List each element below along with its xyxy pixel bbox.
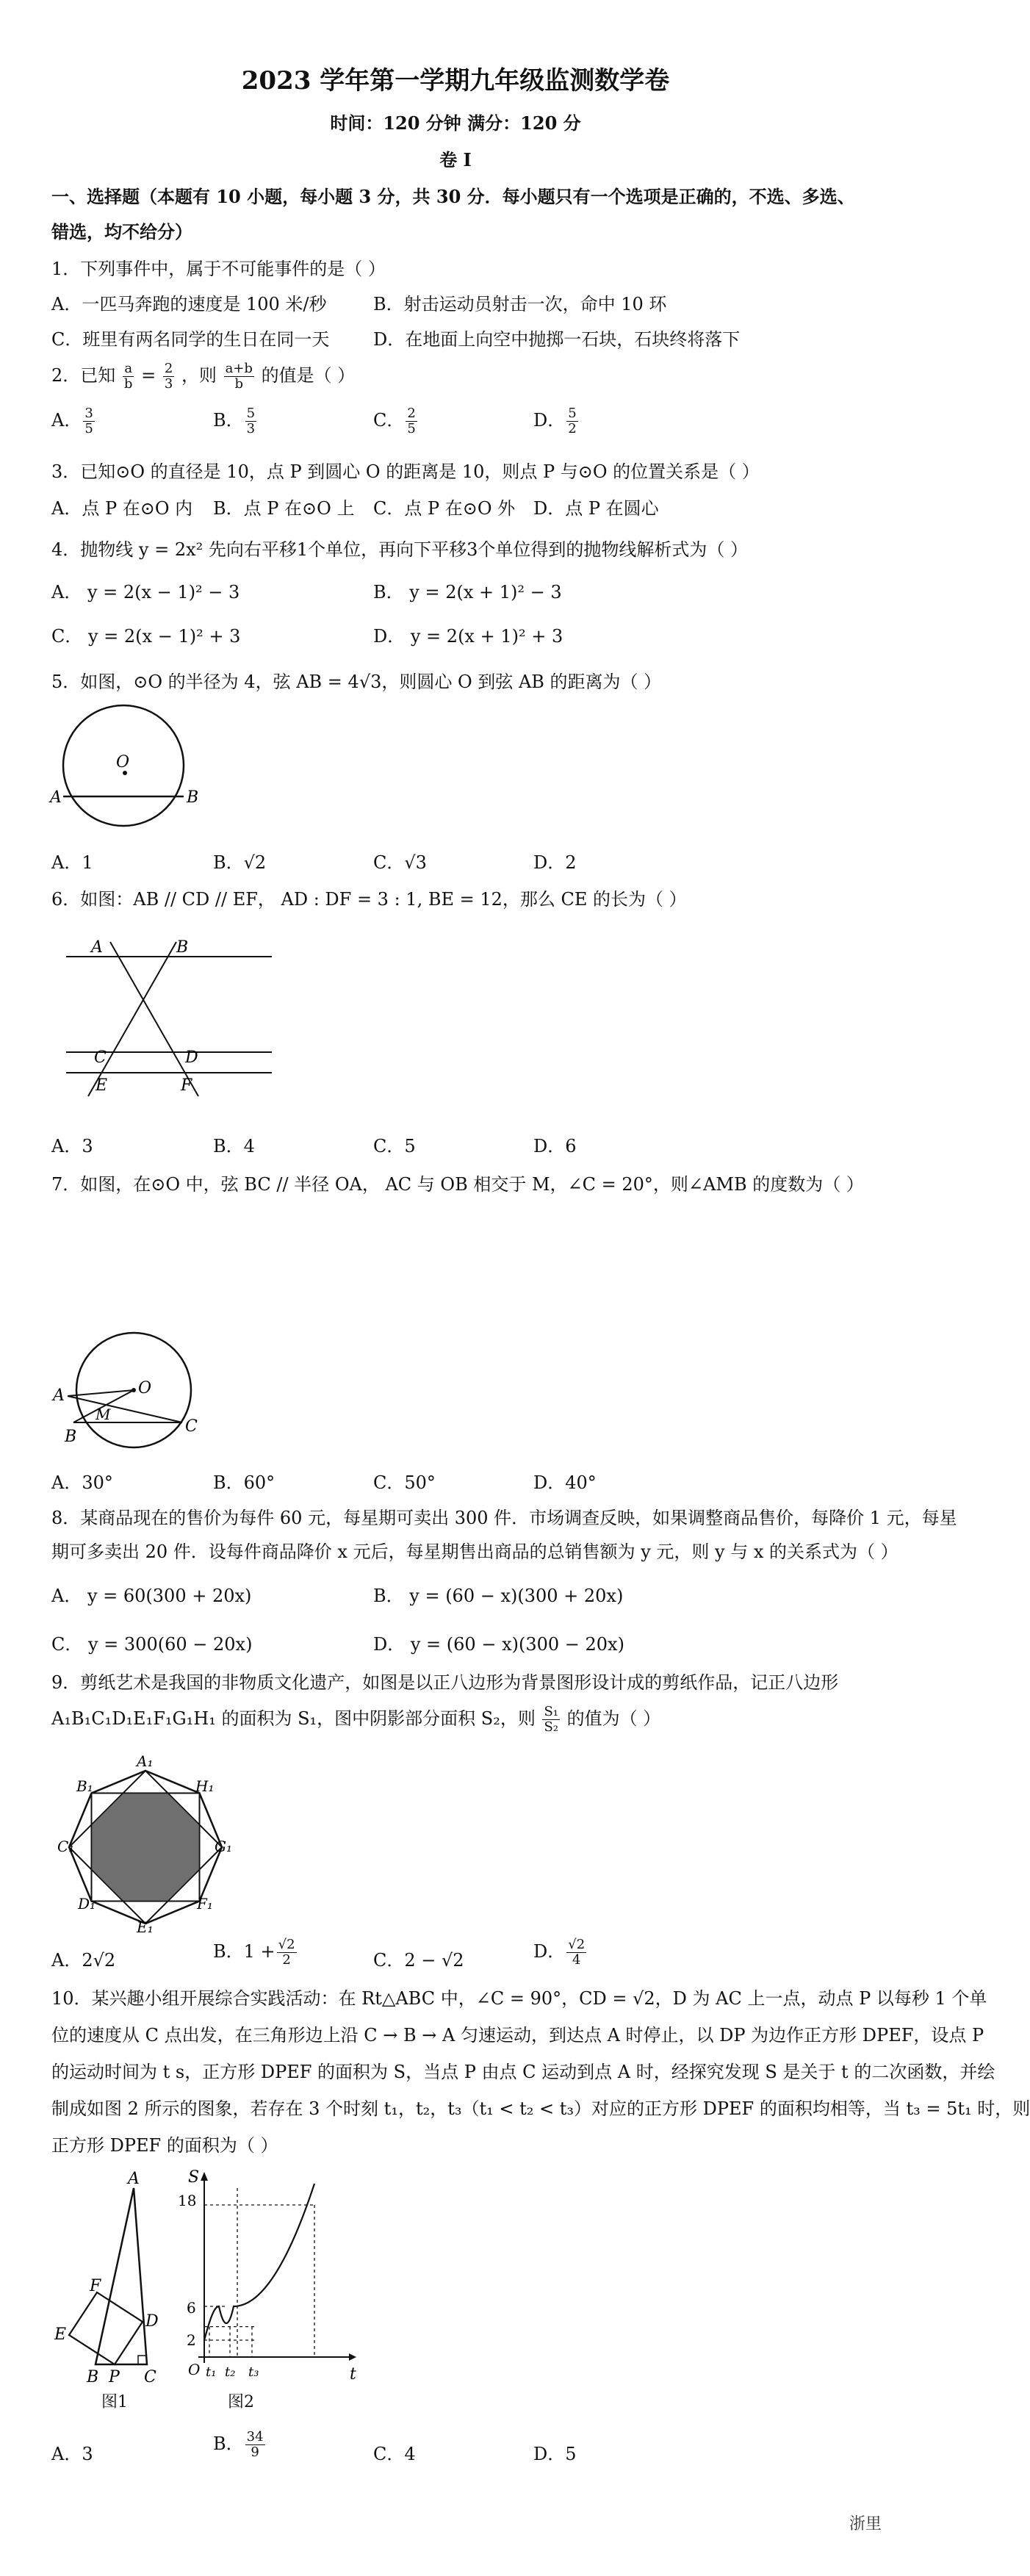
q10-t-axis-arrow [349, 2353, 356, 2361]
q3-option-d: D．点 P 在圆心 [533, 498, 659, 519]
q2-frac-ab [123, 361, 134, 392]
q6-label-e: E [96, 1076, 108, 1095]
q3-option-a: A．点 P 在⊙O 内 [51, 498, 193, 519]
q1-option-b: B．射击运动员射击一次，命中 10 环 [373, 294, 667, 314]
q2-stem-c: 的值是（ ） [261, 365, 356, 386]
q7-label-o: O [138, 1379, 152, 1397]
q2-d-num: 5 [568, 406, 577, 421]
q9-stem-line1: 9．剪纸艺术是我国的非物质文化遗产，如图是以正八边形为背景图形设计成的剪纸作品，记正八边形 [51, 1672, 839, 1693]
q9-option-c: C．2 − √2 [373, 1950, 464, 1971]
q6-label-a: A [91, 938, 103, 957]
q10-fig1-label-a: A [128, 2170, 140, 2188]
q10-stem-line3: 的运动时间为 t s，正方形 DPEF 的面积为 S，当点 P 由点 C 运动到点 A 时，经探究发现 S 是关于 t 的二次函数，并绘 [51, 2062, 995, 2082]
q7-figure [51, 1330, 228, 1462]
q2-stem [51, 359, 867, 392]
q5-figure [51, 707, 206, 832]
q9-stem-2a: A₁B₁C₁D₁E₁F₁G₁H₁ 的面积为 S₁，图中阴影部分面积 S₂，则 [51, 1708, 536, 1729]
q6-option-b: B．4 [213, 1136, 255, 1156]
q5-label-b: B [187, 788, 199, 807]
q7-option-a: A．30° [51, 1472, 113, 1493]
q5-label-a: A [50, 788, 62, 807]
q6-stem: 6．如图：AB // CD // EF， AD : DF = 3 : 1, BE = 12，那么 CE 的长为（ ） [51, 889, 687, 910]
q6-figure [59, 926, 279, 1109]
q4-option-c: C． y = 2(x − 1)² + 3 [51, 626, 241, 647]
q9-label-d1: D₁ [78, 1895, 96, 1913]
q6-label-f: F [181, 1076, 192, 1095]
q10-option-c: C．4 [373, 2444, 416, 2464]
volume-label: 卷 I [439, 149, 472, 170]
q2-stem-a: 2．已知 [51, 365, 116, 386]
q2-frac-ab-num: a [123, 361, 134, 377]
q10-square-dpef [69, 2292, 143, 2364]
q10-graph-curve [204, 2184, 314, 2340]
q6-option-a: A．3 [51, 1136, 93, 1156]
q9-label-a1: A₁ [137, 1752, 154, 1770]
q2-option-b [213, 406, 258, 436]
section-heading-cont: 错选，均不给分） [51, 221, 192, 242]
q2-frac-23-den: 3 [164, 376, 173, 392]
q9-option-b [213, 1937, 298, 1968]
q5-stem: 5．如图，⊙O 的半径为 4，弦 AB = 4√3，则圆心 O 到弦 AB 的距离为（ ） [51, 672, 662, 692]
q2-frac-apb-num: a+b [225, 361, 253, 376]
q10-fig1-label-d: D [145, 2312, 159, 2331]
q4-option-a: A． y = 2(x − 1)² − 3 [51, 582, 240, 602]
q10-fig1-label-b: B [87, 2368, 99, 2386]
q2-b-num: 5 [246, 406, 256, 421]
q3-stem: 3．已知⊙O 的直径是 10，点 P 到圆心 O 的距离是 10，则点 P 与⊙O 的位置关系是（ ） [51, 461, 760, 482]
q7-option-d: D．40° [533, 1472, 597, 1493]
q9-stem-line2 [51, 1702, 867, 1735]
q3-option-b: B．点 P 在⊙O 上 [213, 498, 355, 519]
q2-frac-apb [224, 361, 254, 392]
q9-label-e1: E₁ [137, 1918, 154, 1936]
q10-b-label: B． [213, 2433, 244, 2454]
q10-fig2-label-s: S [188, 2168, 200, 2187]
q10-fig2-tick-t2: t₂ [225, 2364, 236, 2380]
q9-b-label: B．1 + [213, 1941, 275, 1962]
q8-stem-line1: 8．某商品现在的售价为每件 60 元，每星期可卖出 300 件．市场调查反映，如果调整商品售价，每降价 1 元，每星 [51, 1508, 957, 1528]
q9-label-c1: C₁ [57, 1838, 75, 1855]
q9-frac-s1s2 [542, 1705, 560, 1735]
q7-center-dot [132, 1388, 136, 1392]
q10-fig2-tick-6: 6 [187, 2299, 196, 2317]
q9-b-den: 2 [282, 1952, 291, 1968]
q9-d-den: 4 [572, 1952, 581, 1968]
q9-frac-num: S₁ [544, 1704, 559, 1719]
section-heading: 一、选择题（本题有 10 小题，每小题 3 分，共 30 分．每小题只有一个选项是正确的，不选、多选、 [51, 186, 855, 207]
q10-fig2-tick-18: 18 [178, 2192, 197, 2209]
q6-label-b: B [176, 938, 189, 957]
q2-stem-b: ，则 [181, 365, 217, 386]
q10-figure-2 [178, 2166, 360, 2386]
q5-option-d: D．2 [533, 852, 577, 873]
q10-stem-line1: 10．某兴趣小组开展综合实践活动：在 Rt△ABC 中，∠C = 90°，CD = √2，D 为 AC 上一点，动点 P 以每秒 1 个单 [51, 1988, 987, 2009]
q10-figure-2-caption: 图2 [228, 2393, 254, 2411]
q2-option-a [51, 406, 96, 436]
q2-d-label: D． [533, 410, 566, 431]
q1-option-a: A．一匹马奔跑的速度是 100 米/秒 [51, 294, 327, 314]
q1-option-c: C．班里有两名同学的生日在同一天 [51, 329, 330, 350]
q7-label-a: A [53, 1386, 65, 1405]
q10-figure-1-caption: 图1 [101, 2393, 128, 2411]
q10-b-den: 9 [251, 2444, 259, 2460]
q9-option-a: A．2√2 [51, 1950, 116, 1971]
exam-subtitle: 时间：120 分钟 满分：120 分 [330, 112, 581, 134]
exam-title: 2023 学年第一学期九年级监测数学卷 [241, 66, 670, 96]
q2-b-label: B． [213, 410, 244, 431]
q10-fig1-label-e: E [54, 2325, 67, 2344]
q2-eq: = [141, 365, 156, 386]
q10-fig2-tick-t1: t₁ [206, 2364, 217, 2380]
q10-fig2-label-o: O [188, 2361, 201, 2378]
q4-option-b: B． y = 2(x + 1)² − 3 [373, 582, 562, 602]
q8-stem-line2: 期可多卖出 20 件．设每件商品降价 x 元后，每星期售出商品的总销售额为 y 元，则 y 与 x 的关系式为（ ） [51, 1541, 898, 1562]
q7-stem: 7．如图，在⊙O 中，弦 BC // 半径 OA， AC 与 OB 相交于 M，∠C = 20°，则∠AMB 的度数为（ ） [51, 1174, 864, 1195]
q10-triangle-abc [96, 2188, 147, 2364]
q6-option-d: D．6 [533, 1136, 577, 1156]
q2-a-label: A． [51, 410, 82, 431]
q10-fig2-tick-t3: t₃ [248, 2364, 259, 2380]
q2-frac-apb-den: b [234, 376, 244, 392]
q7-label-c: C [185, 1417, 198, 1436]
q2-d-den: 2 [568, 421, 577, 436]
q7-option-c: C．50° [373, 1472, 436, 1493]
q2-frac-23-num: 2 [164, 361, 173, 376]
q7-label-m: M [96, 1406, 111, 1423]
q10-fig1-label-c: C [144, 2368, 156, 2386]
footer-watermark: 浙里 [849, 2515, 882, 2533]
q9-label-f1: F₁ [197, 1895, 213, 1913]
q10-fig1-label-f: F [90, 2277, 101, 2295]
q8-option-a: A． y = 60(300 + 20x) [51, 1586, 252, 1606]
q1-option-d: D．在地面上向空中抛掷一石块，石块终将落下 [373, 329, 741, 350]
q9-d-label: D． [533, 1941, 566, 1962]
q8-option-c: C． y = 300(60 − 20x) [51, 1634, 253, 1655]
q2-frac-23 [163, 361, 174, 392]
q8-option-d: D． y = (60 − x)(300 − 20x) [373, 1634, 624, 1655]
q10-option-d: D．5 [533, 2444, 577, 2464]
q3-option-c: C．点 P 在⊙O 外 [373, 498, 516, 519]
q9-b-num: √2 [278, 1937, 295, 1952]
q10-figure-1 [51, 2166, 176, 2386]
q7-label-b: B [65, 1428, 77, 1446]
q9-option-d [533, 1937, 588, 1968]
q4-stem: 4．抛物线 y = 2x² 先向右平移1个单位，再向下平移3个单位得到的抛物线解析式为（ ） [51, 539, 749, 560]
q4-option-d: D． y = 2(x + 1)² + 3 [373, 626, 563, 647]
q9-stem-2b: 的值为（ ） [566, 1708, 661, 1729]
q9-d-num: √2 [568, 1937, 586, 1952]
q1-stem: 1．下列事件中，属于不可能事件的是（ ） [51, 259, 386, 279]
q9-label-g1: G₁ [215, 1838, 232, 1855]
q9-label-b1: B₁ [76, 1777, 93, 1795]
q6-label-c: C [94, 1048, 107, 1067]
q6-option-c: C．5 [373, 1136, 416, 1156]
q2-frac-ab-den: b [123, 376, 133, 392]
q10-option-a: A．3 [51, 2444, 93, 2464]
q5-option-c: C．√3 [373, 852, 427, 873]
q10-stem-line2: 位的速度从 C 点出发，在三角形边上沿 C → B → A 匀速运动，到达点 A 时停止，以 DP 为边作正方形 DPEF，设点 P [51, 2025, 984, 2046]
q5-label-o: O [116, 753, 130, 771]
q10-stem-line5: 正方形 DPEF 的面积为（ ） [51, 2135, 278, 2156]
q2-a-num: 3 [84, 406, 93, 421]
q10-fig1-label-p: P [109, 2368, 120, 2386]
q9-shaded-region [92, 1794, 200, 1902]
q10-fig2-label-t: t [350, 2365, 356, 2383]
q9-label-h1: H₁ [195, 1777, 215, 1795]
q10-stem-line4: 制成如图 2 所示的图象，若存在 3 个时刻 t₁，t₂，t₃（t₁ < t₂ < t₃）对应的正方形 DPEF 的面积均相等，当 t₃ = 5t₁ 时，则 [51, 2098, 1030, 2119]
q2-c-den: 5 [407, 421, 416, 436]
q2-b-den: 3 [246, 421, 256, 436]
q6-label-d: D [185, 1048, 198, 1067]
q7-option-b: B．60° [213, 1472, 275, 1493]
q10-s-axis-arrow [201, 2172, 208, 2181]
q2-c-label: C． [373, 410, 405, 431]
q2-option-d [533, 406, 580, 436]
q2-a-den: 5 [84, 421, 93, 436]
q2-c-num: 2 [407, 406, 416, 421]
q10-option-b [213, 2429, 267, 2460]
q9-figure [51, 1752, 242, 1936]
q5-option-a: A．1 [51, 852, 93, 873]
q2-option-c [373, 406, 419, 436]
q10-fig2-tick-2: 2 [187, 2331, 196, 2349]
q10-b-num: 34 [246, 2429, 264, 2444]
q8-option-b: B． y = (60 − x)(300 + 20x) [373, 1586, 624, 1606]
q5-option-b: B．√2 [213, 852, 267, 873]
q9-frac-den: S₂ [544, 1719, 559, 1735]
